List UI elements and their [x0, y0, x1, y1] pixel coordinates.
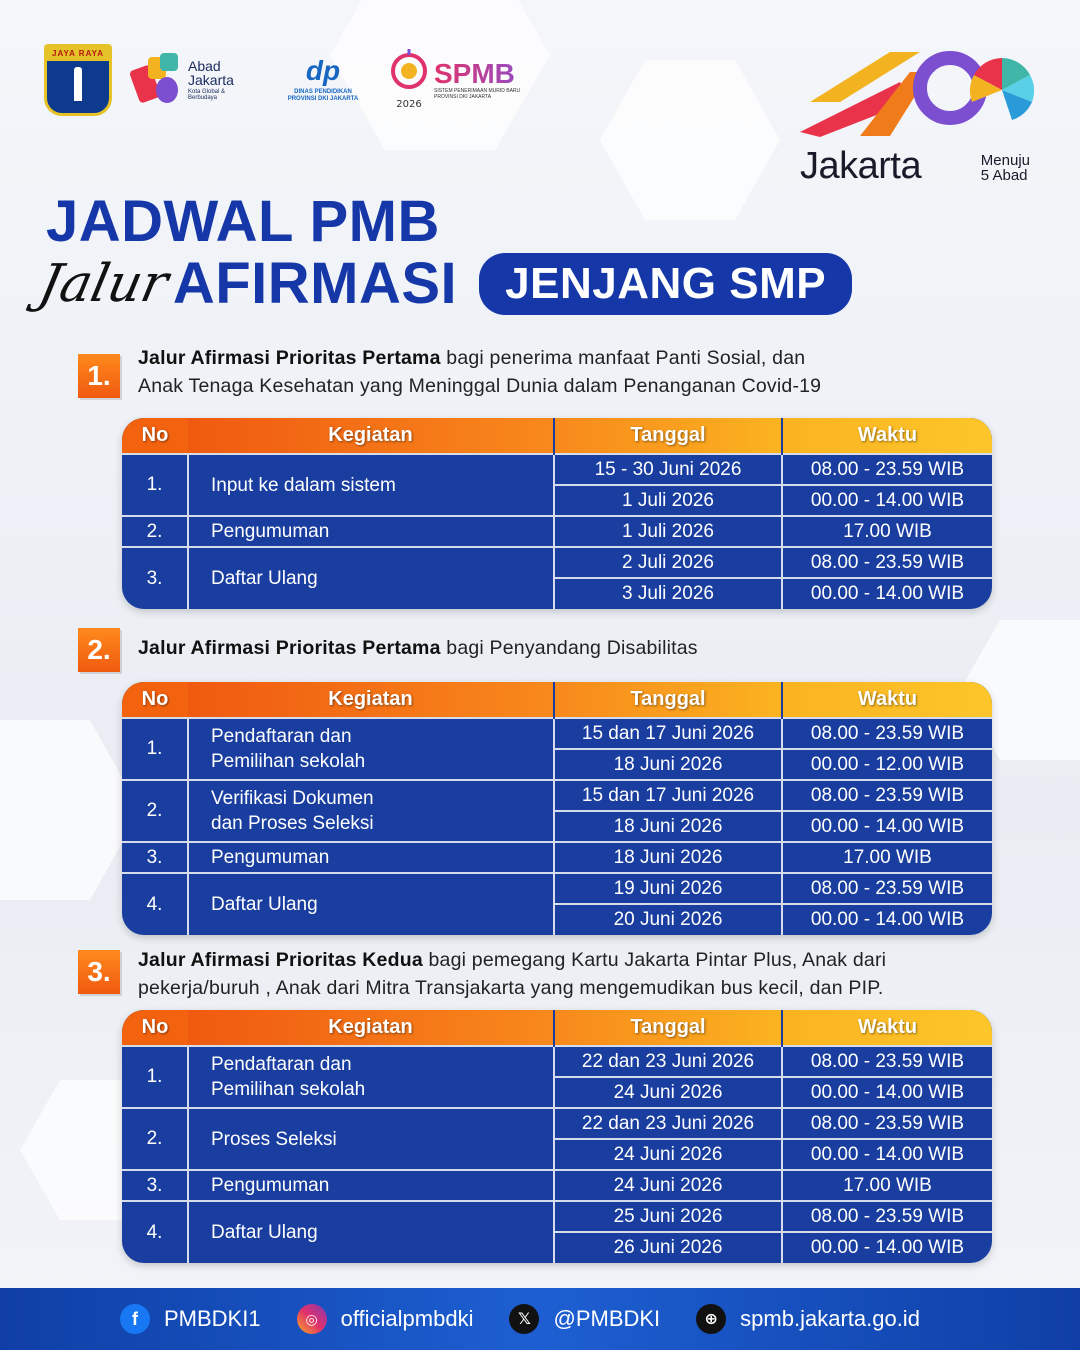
header-waktu: Waktu [782, 682, 992, 718]
row-tanggal: 15 dan 17 Juni 2026 [554, 718, 782, 749]
section-number: 1. [78, 354, 120, 398]
row-no: 2. [122, 1108, 188, 1170]
row-waktu: 17.00 WIB [782, 842, 992, 873]
jakarta-menuju [981, 153, 1030, 185]
row-waktu: 00.00 - 14.00 WIB [782, 811, 992, 842]
header-logos [44, 40, 534, 120]
dki-band-text: JAYA RAYA [47, 47, 109, 61]
section-description [138, 946, 886, 1002]
table-row [122, 454, 992, 485]
dinas-symbol-icon: dp [305, 54, 341, 86]
row-kegiatan: Daftar Ulang [188, 873, 554, 935]
row-tanggal: 18 Juni 2026 [554, 811, 782, 842]
row-kegiatan: Pendaftaran dan Pemilihan sekolah [188, 1046, 554, 1108]
jakarta-500-logo [800, 42, 1036, 192]
dinas-pendidikan-logo [280, 54, 366, 103]
abad-subtitle: Kota Global & Berbudaya [188, 89, 226, 101]
x-handle: @PMBDKI [553, 1306, 661, 1331]
row-waktu: 17.00 WIB [782, 1170, 992, 1201]
row-waktu: 00.00 - 14.00 WIB [782, 1232, 992, 1263]
row-kegiatan: Pengumuman [188, 1170, 554, 1201]
social-footer [0, 1288, 1080, 1350]
header-no: No [122, 682, 188, 718]
row-tanggal: 20 Juni 2026 [554, 904, 782, 935]
section-text-rest: bagi Penyandang Disabilitas [440, 637, 698, 659]
row-kegiatan: Pengumuman [188, 842, 554, 873]
section-bold-text: Jalur Afirmasi Prioritas Pertama [138, 637, 441, 659]
monas-icon [74, 67, 82, 101]
row-tanggal: 18 Juni 2026 [554, 749, 782, 780]
row-waktu: 08.00 - 23.59 WIB [782, 454, 992, 485]
row-tanggal: 24 Juni 2026 [554, 1170, 782, 1201]
row-waktu: 08.00 - 23.59 WIB [782, 1046, 992, 1077]
row-waktu: 00.00 - 14.00 WIB [782, 578, 992, 609]
row-tanggal: 24 Juni 2026 [554, 1077, 782, 1108]
row-tanggal: 26 Juni 2026 [554, 1232, 782, 1263]
row-waktu: 08.00 - 23.59 WIB [782, 1201, 992, 1232]
title-script: Jalur [33, 253, 174, 314]
bg-hexagon [0, 720, 140, 900]
row-tanggal: 15 dan 17 Juni 2026 [554, 780, 782, 811]
row-no: 3. [122, 1170, 188, 1201]
footer-x[interactable] [509, 1304, 660, 1334]
row-waktu: 00.00 - 14.00 WIB [782, 485, 992, 516]
row-tanggal: 1 Juli 2026 [554, 516, 782, 547]
facebook-handle: PMBDKI1 [164, 1306, 261, 1331]
section-text-rest: bagi penerima manfaat Panti Sosial, dan [440, 347, 806, 369]
row-tanggal: 24 Juni 2026 [554, 1139, 782, 1170]
row-waktu: 00.00 - 12.00 WIB [782, 749, 992, 780]
row-waktu: 08.00 - 23.59 WIB [782, 718, 992, 749]
dinas-text: DINAS PENDIDIKAN PROVINSI DKI JAKARTA [287, 88, 359, 102]
schedule-table-2 [122, 682, 992, 935]
section-description [138, 344, 821, 400]
section-number: 3. [78, 950, 120, 994]
section-2-heading [78, 634, 698, 672]
website-link[interactable]: spmb.jakarta.go.id [740, 1306, 920, 1331]
row-tanggal: 22 dan 23 Juni 2026 [554, 1108, 782, 1139]
section-1-heading [78, 344, 821, 400]
footer-instagram[interactable] [297, 1304, 474, 1334]
row-kegiatan: Proses Seleksi [188, 1108, 554, 1170]
row-tanggal: 19 Juni 2026 [554, 873, 782, 904]
row-no: 1. [122, 718, 188, 780]
table-row [122, 873, 992, 904]
row-kegiatan: Daftar Ulang [188, 547, 554, 609]
instagram-handle: officialpmbdki [340, 1306, 474, 1331]
x-icon: 𝕏 [509, 1304, 539, 1334]
section-3-heading [78, 946, 886, 1002]
header-waktu: Waktu [782, 1010, 992, 1046]
row-tanggal: 2 Juli 2026 [554, 547, 782, 578]
spmb-year: 2026 [396, 99, 422, 110]
header-kegiatan: Kegiatan [188, 682, 554, 718]
row-no: 3. [122, 842, 188, 873]
jakarta-name: Jakarta [800, 145, 922, 187]
header-tanggal: Tanggal [554, 1010, 782, 1046]
abad-jakarta-logo [134, 53, 258, 107]
section-text-line2: Anak Tenaga Kesehatan yang Meninggal Dunia dalam Penanganan Covid-19 [138, 375, 822, 397]
row-waktu: 08.00 - 23.59 WIB [782, 547, 992, 578]
row-kegiatan: Input ke dalam sistem [188, 454, 554, 516]
table-row [122, 1046, 992, 1077]
abad-title: Abad Jakarta [188, 58, 234, 88]
jakarta-500-mark-icon [800, 42, 1036, 142]
footer-facebook[interactable] [120, 1304, 261, 1334]
row-kegiatan: Daftar Ulang [188, 1201, 554, 1263]
row-kegiatan: Pengumuman [188, 516, 554, 547]
section-description [138, 634, 698, 662]
row-no: 2. [122, 516, 188, 547]
table-row [122, 718, 992, 749]
row-tanggal: 18 Juni 2026 [554, 842, 782, 873]
table-row [122, 842, 992, 873]
row-waktu: 17.00 WIB [782, 516, 992, 547]
table-row [122, 1108, 992, 1139]
header-tanggal: Tanggal [554, 418, 782, 454]
table-row [122, 516, 992, 547]
row-no: 2. [122, 780, 188, 842]
header-kegiatan: Kegiatan [188, 1010, 554, 1046]
row-tanggal: 15 - 30 Juni 2026 [554, 454, 782, 485]
menuju-text: Menuju [980, 151, 1030, 169]
spmb-logo [388, 47, 534, 113]
row-tanggal: 22 dan 23 Juni 2026 [554, 1046, 782, 1077]
row-waktu: 00.00 - 14.00 WIB [782, 1139, 992, 1170]
jenjang-badge: JENJANG SMP [479, 253, 852, 315]
page-title: JADWAL PMB [46, 189, 440, 254]
schedule-table-1 [122, 418, 992, 609]
instagram-icon: ◎ [297, 1304, 327, 1334]
row-no: 4. [122, 1201, 188, 1263]
abad-text: 5 Abad [980, 167, 1028, 185]
dki-emblem-logo [44, 44, 112, 116]
table-row [122, 780, 992, 811]
row-tanggal: 3 Juli 2026 [554, 578, 782, 609]
section-bold-text: Jalur Afirmasi Prioritas Pertama [138, 347, 441, 369]
row-no: 3. [122, 547, 188, 609]
row-waktu: 08.00 - 23.59 WIB [782, 1108, 992, 1139]
section-text-line2: pekerja/buruh , Anak dari Mitra Transjakarta yang mengemudikan bus kecil, dan PIP. [138, 977, 884, 999]
abad-mark-icon [134, 53, 182, 107]
row-tanggal: 1 Juli 2026 [554, 485, 782, 516]
section-text-rest: bagi pemegang Kartu Jakarta Pintar Plus, Anak dari [422, 949, 887, 971]
row-tanggal: 25 Juni 2026 [554, 1201, 782, 1232]
row-kegiatan: Pendaftaran dan Pemilihan sekolah [188, 718, 554, 780]
header-no: No [122, 1010, 188, 1046]
spmb-subtitle: SISTEM PENERIMAAN MURID BARU PROVINSI DKI JAKARTA [434, 88, 521, 100]
facebook-icon: f [120, 1304, 150, 1334]
header-waktu: Waktu [782, 418, 992, 454]
header-tanggal: Tanggal [554, 682, 782, 718]
footer-website[interactable] [696, 1304, 920, 1334]
row-no: 1. [122, 1046, 188, 1108]
spmb-badge-icon [388, 47, 430, 113]
title-row [33, 250, 852, 317]
section-number: 2. [78, 628, 120, 672]
section-bold-text: Jalur Afirmasi Prioritas Kedua [138, 949, 423, 971]
header-kegiatan: Kegiatan [188, 418, 554, 454]
title-afirmasi: AFIRMASI [172, 251, 458, 316]
header-no: No [122, 418, 188, 454]
row-no: 1. [122, 454, 188, 516]
schedule-table-3 [122, 1010, 992, 1263]
table-row [122, 1170, 992, 1201]
spmb-name: SPMB [434, 60, 534, 88]
table-row [122, 1201, 992, 1232]
row-waktu: 08.00 - 23.59 WIB [782, 873, 992, 904]
row-waktu: 00.00 - 14.00 WIB [782, 1077, 992, 1108]
row-kegiatan: Verifikasi Dokumen dan Proses Seleksi [188, 780, 554, 842]
table-row [122, 547, 992, 578]
row-waktu: 08.00 - 23.59 WIB [782, 780, 992, 811]
row-waktu: 00.00 - 14.00 WIB [782, 904, 992, 935]
globe-icon: ⊕ [696, 1304, 726, 1334]
row-no: 4. [122, 873, 188, 935]
bg-hexagon [600, 60, 780, 220]
